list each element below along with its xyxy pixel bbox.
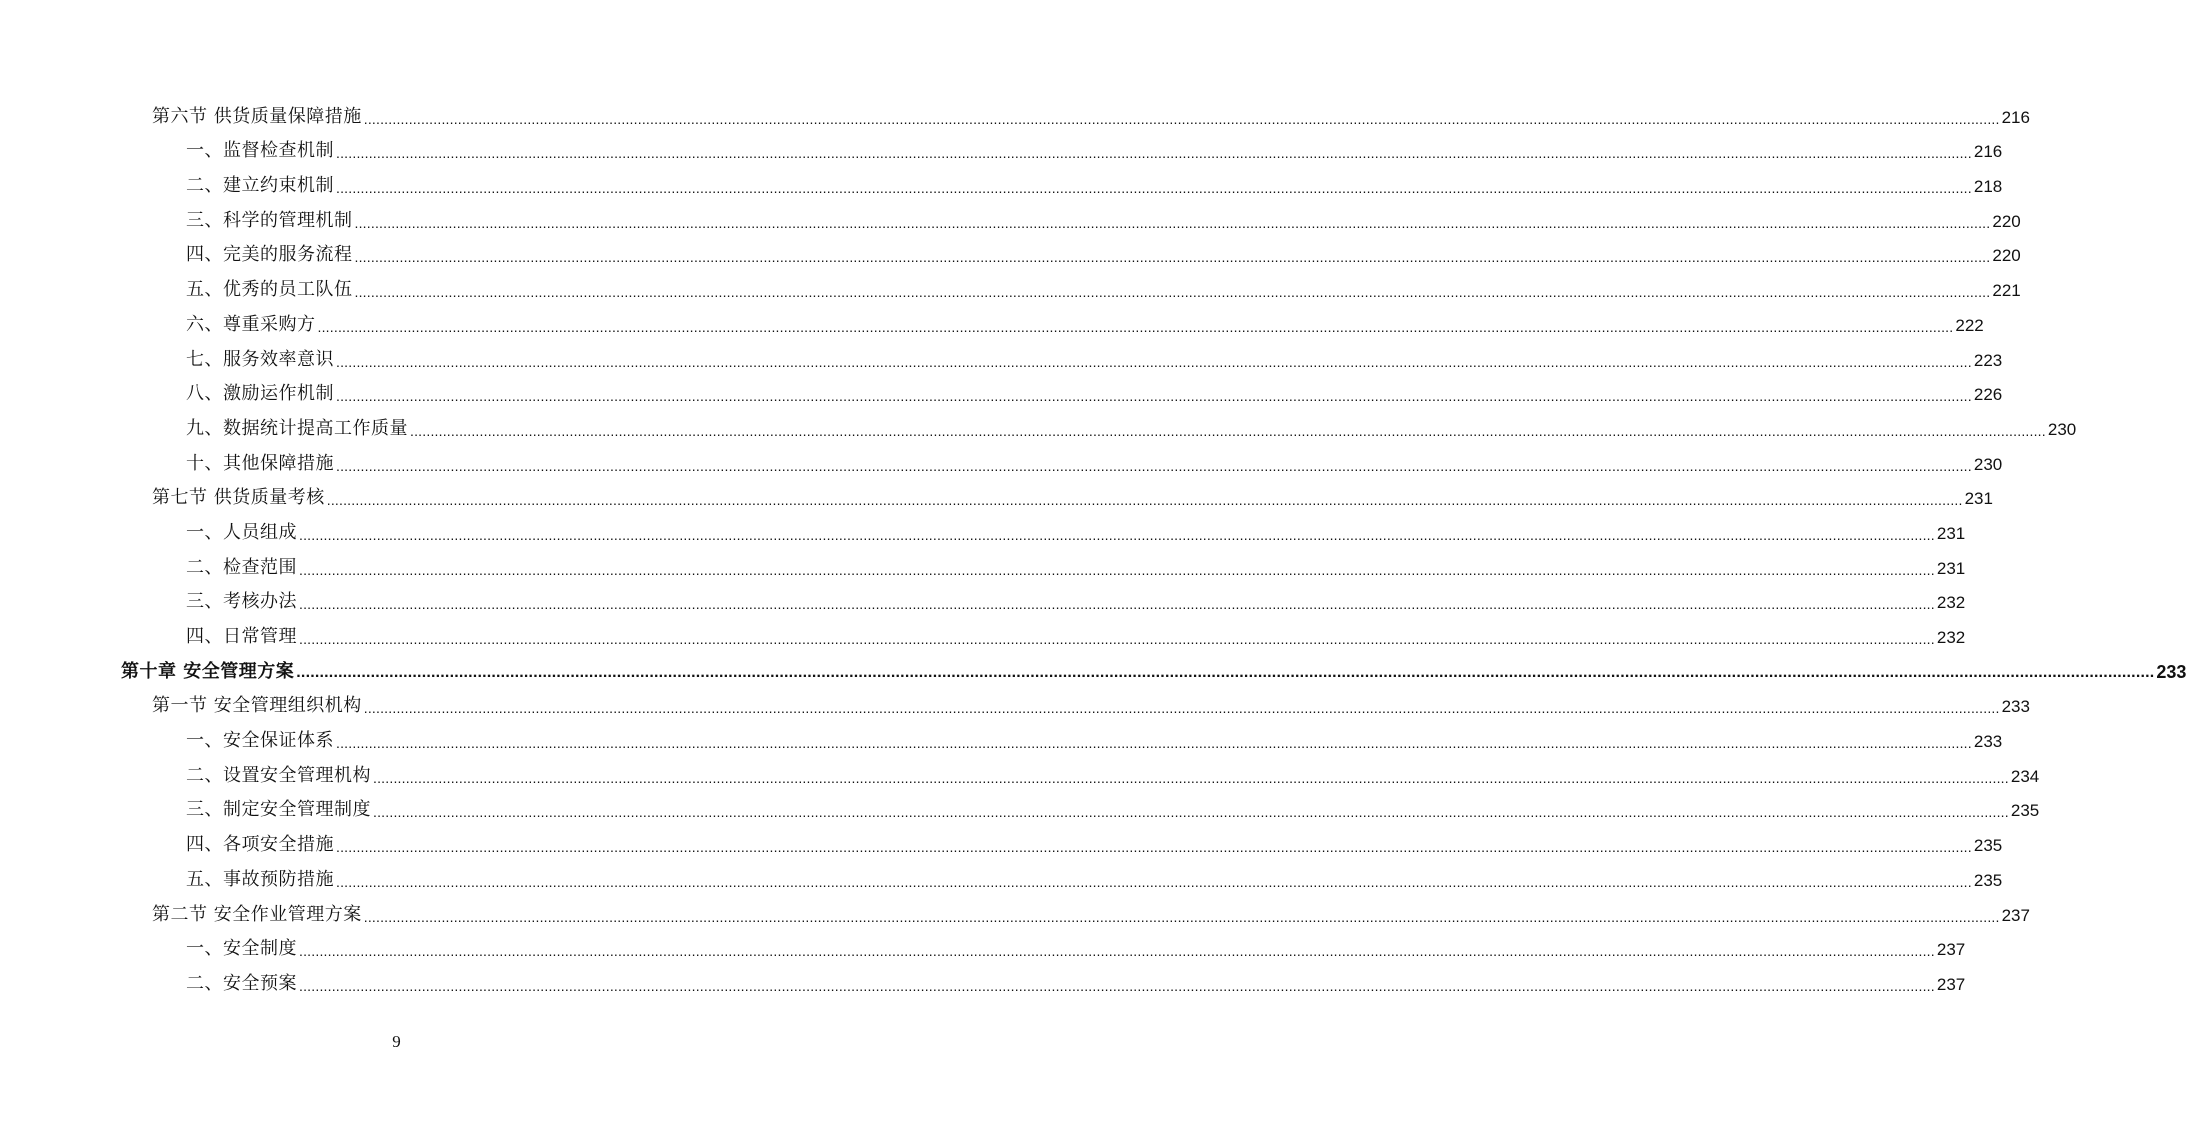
toc-entry-page: 231 [1936, 523, 1966, 543]
toc-leader-dots: ................................................................................................................................................................................................................................................................................................................................................................................................................ [373, 804, 2009, 821]
toc-entry-title: 二、检查范围 [186, 556, 297, 578]
toc-leader-dots: ................................................................................................................................................................................................................................................................................................................................................................................................................ [363, 110, 2000, 127]
toc-entry-title: 九、数据统计提高工作质量 [186, 417, 408, 439]
toc-leader-dots: ................................................................................................................................................................................................................................................................................................................................................................................................................ [410, 422, 2046, 439]
toc-leader-dots: ................................................................................................................................................................................................................................................................................................................................................................................................................ [336, 873, 1972, 890]
toc-subsection-entry[interactable] [0, 134, 2003, 169]
toc-entry-page: 230 [1973, 454, 2003, 474]
toc-entry-title: 二、安全预案 [186, 972, 297, 994]
toc-section-entry[interactable] [0, 897, 2030, 932]
toc-entry-title: 第七节 供货质量考核 [152, 487, 325, 509]
toc-subsection-entry[interactable] [0, 758, 2040, 793]
toc-leader-dots: ................................................................................................................................................................................................................................................................................................................................................................................................................ [336, 145, 1972, 162]
toc-entry-title: 十、其他保障措施 [186, 452, 334, 474]
toc-subsection-entry[interactable] [0, 342, 2003, 377]
toc-entry-page: 233 [2001, 697, 2030, 717]
toc-subsection-entry[interactable] [0, 238, 2021, 273]
toc-entry-title: 第六节 供货质量保障措施 [152, 105, 362, 127]
toc-subsection-entry[interactable] [0, 411, 2077, 446]
toc-entry-page: 233 [2156, 661, 2186, 682]
toc-entry-title: 八、激励运作机制 [186, 383, 334, 405]
toc-entry-page: 226 [1973, 385, 2003, 405]
toc-entry-title: 四、日常管理 [186, 626, 297, 647]
toc-leader-dots: ................................................................................................................................................................................................................................................................................................................................................................................................................ [326, 492, 1963, 509]
toc-subsection-entry[interactable] [0, 827, 2003, 862]
toc-subsection-entry[interactable] [0, 515, 1966, 550]
toc-entry-page: 235 [2010, 801, 2040, 821]
toc-subsection-entry[interactable] [0, 446, 2003, 481]
toc-chapter-entry[interactable] [0, 654, 2186, 689]
toc-entry-page: 231 [1936, 558, 1966, 578]
toc-leader-dots: ................................................................................................................................................................................................................................................................................................................................................................................................................ [336, 735, 1972, 752]
toc-leader-dots: ................................................................................................................................................................................................................................................................................................................................................................................................................ [336, 353, 1972, 370]
toc-subsection-entry[interactable] [0, 272, 2021, 307]
toc-subsection-entry[interactable] [0, 550, 1966, 585]
toc-leader-dots: ................................................................................................................................................................................................................................................................................................................................................................................................................ [299, 596, 1935, 613]
toc-entry-page: 230 [2047, 419, 2077, 439]
toc-entry-page: 220 [1992, 246, 2021, 266]
toc-subsection-entry[interactable] [0, 793, 2040, 828]
toc-section-entry[interactable] [0, 481, 1993, 516]
toc-leader-dots: ................................................................................................................................................................................................................................................................................................................................................................................................................ [299, 561, 1935, 578]
toc-leader-dots: ................................................................................................................................................................................................................................................................................................................................................................................................................ [354, 249, 1991, 266]
toc-leader-dots: ................................................................................................................................................................................................................................................................................................................................................................................................................ [354, 214, 1991, 231]
toc-entry-title: 三、科学的管理机制 [186, 209, 353, 231]
toc-subsection-entry[interactable] [0, 723, 2003, 758]
toc-entry-title: 一、监督检查机制 [186, 140, 334, 162]
toc-entry-page: 235 [1973, 870, 2003, 890]
toc-leader-dots: ................................................................................................................................................................................................................................................................................................................................................................................................................ [363, 700, 2000, 717]
toc-entry-title: 第十章 安全管理方案 [121, 660, 295, 682]
toc-section-entry[interactable] [0, 99, 2030, 134]
toc-entry-title: 一、安全制度 [186, 938, 297, 960]
page-number: 9 [392, 1032, 401, 1051]
toc-entry-title: 第二节 安全作业管理方案 [152, 903, 362, 925]
toc-entry-page: 232 [1936, 628, 1966, 647]
toc-entry-page: 233 [1973, 732, 2003, 752]
toc-entry-page: 222 [1955, 315, 1984, 335]
toc-entry-page: 223 [1973, 350, 2003, 370]
toc-entry-title: 六、尊重采购方 [186, 313, 316, 335]
toc-entry-title: 五、优秀的员工队伍 [186, 279, 353, 301]
toc-entry-page: 237 [1936, 940, 1966, 960]
toc-section-entry[interactable] [0, 689, 2030, 724]
toc-entry-page: 231 [1964, 489, 1993, 509]
toc-leader-dots: ................................................................................................................................................................................................................................................................................................................................................................................................................ [354, 284, 1991, 301]
toc-entry-title: 四、各项安全措施 [186, 834, 334, 856]
toc-leader-dots: ................................................................................................................................................................................................................................................................................................................................................................................................................ [336, 839, 1972, 856]
toc-entry-title: 一、安全保证体系 [186, 730, 334, 752]
toc-entry-page: 220 [1992, 211, 2021, 231]
toc-entry-title: 四、完美的服务流程 [186, 244, 353, 266]
toc-subsection-entry[interactable] [0, 585, 1966, 620]
toc-leader-dots: ................................................................................................................................................................................................................................................................................................................................................................................................................ [336, 180, 1972, 197]
toc-leader-dots: ................................................................................................................................................................................................................................................................................................................................................................................................................ [299, 526, 1935, 543]
toc-entry-page: 235 [1973, 836, 2003, 856]
toc-subsection-entry[interactable] [0, 932, 1966, 967]
toc-leader-dots: ................................................................................................................................................................................................................................................................................................................................................................................................................ [299, 943, 1935, 960]
toc-leader-dots: ................................................................................................................................................................................................................................................................................................................................................................................................................ [317, 318, 1954, 335]
toc-entry-title: 二、设置安全管理机构 [186, 764, 371, 786]
toc-leader-dots: ................................................................................................................................................................................................................................................................................................................................................................................................................ [296, 663, 2155, 681]
toc-leader-dots: ................................................................................................................................................................................................................................................................................................................................................................................................................ [373, 769, 2009, 786]
toc-leader-dots: ................................................................................................................................................................................................................................................................................................................................................................................................................ [336, 388, 1972, 405]
toc-entry-title: 一、人员组成 [186, 521, 297, 543]
toc-entry-page: 232 [1936, 593, 1966, 613]
toc-subsection-entry[interactable] [0, 307, 1984, 342]
toc-subsection-entry[interactable] [0, 619, 1966, 654]
toc-entry-page: 237 [2001, 905, 2030, 925]
toc-entry-page: 221 [1992, 281, 2021, 301]
toc-entry-page: 216 [2001, 107, 2030, 127]
toc-subsection-entry[interactable] [0, 203, 2021, 238]
toc-entry-title: 五、事故预防措施 [186, 868, 334, 890]
table-of-contents [0, 99, 2186, 1001]
toc-entry-title: 第一节 安全管理组织机构 [152, 695, 362, 717]
toc-leader-dots: ................................................................................................................................................................................................................................................................................................................................................................................................................ [336, 457, 1972, 474]
toc-entry-page: 218 [1973, 177, 2003, 197]
toc-entry-title: 二、建立约束机制 [186, 175, 334, 197]
toc-entry-title: 三、考核办法 [186, 591, 297, 613]
toc-leader-dots: ................................................................................................................................................................................................................................................................................................................................................................................................................ [299, 977, 1935, 994]
toc-entry-page: 216 [1973, 142, 2003, 162]
toc-entry-page: 237 [1936, 974, 1966, 994]
toc-entry-page: 234 [2010, 766, 2040, 786]
toc-subsection-entry[interactable] [0, 862, 2003, 897]
toc-subsection-entry[interactable] [0, 966, 1966, 1001]
toc-subsection-entry[interactable] [0, 377, 2003, 412]
toc-entry-title: 七、服务效率意识 [186, 348, 334, 370]
toc-leader-dots: ................................................................................................................................................................................................................................................................................................................................................................................................................ [299, 631, 1935, 647]
toc-leader-dots: ................................................................................................................................................................................................................................................................................................................................................................................................................ [363, 908, 2000, 925]
toc-subsection-entry[interactable] [0, 168, 2003, 203]
toc-entry-title: 三、制定安全管理制度 [186, 799, 371, 821]
